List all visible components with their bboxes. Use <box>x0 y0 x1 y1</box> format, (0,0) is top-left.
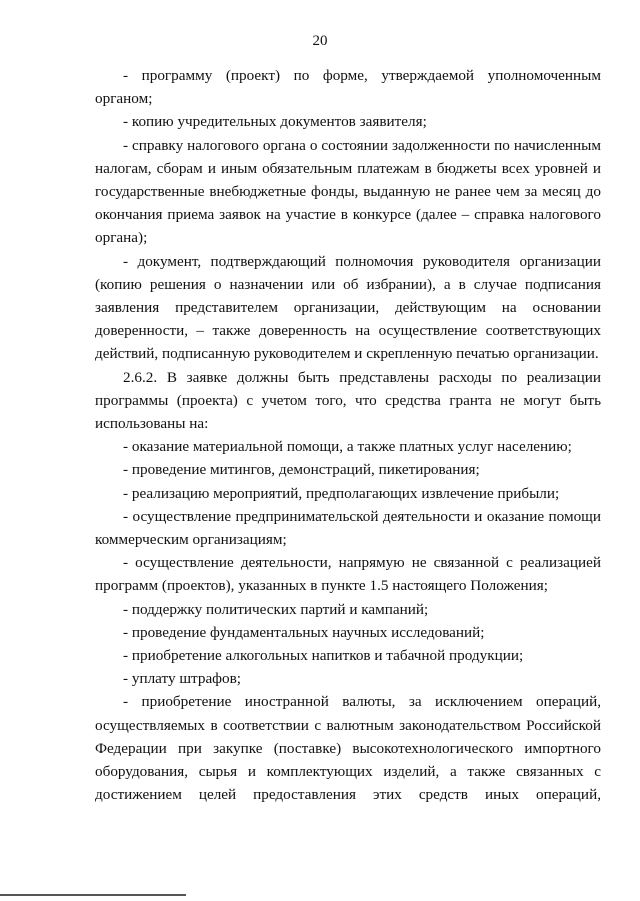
footer-divider <box>0 894 186 896</box>
list-item-political-parties: - поддержку политических партий и кампаний; <box>123 600 429 618</box>
paragraph-section-2-6-2: 2.6.2. В заявке должны быть представлены расходы по реализации программы (проекта) с учетом того, что средства гранта не могут быть использованы на: <box>95 368 601 433</box>
list-item-profit-events: - реализацию мероприятий, предполагающих извлечение прибыли; <box>123 484 560 502</box>
paragraph-authority-document: - документ, подтверждающий полномочия руководителя организации (копию решения о назначении или об избрании), а в случае подписания заявления представителем организации, действующим на основании доверенности, – также доверенность на осуществление соответствующих действий, подписанную руководителем и скрепленную печатью организации. <box>95 252 601 363</box>
paragraph-tax-certificate: - справку налогового органа о состоянии задолженности по начисленным налогам, сборам и иным обязательным платежам в бюджеты всех уровней и государственные внебюджетные фонды, выданную не ранее чем за месяц до окончания приема заявок на участие в конкурсе (далее – справка налогового органа); <box>95 136 601 247</box>
list-item-fines: - уплату штрафов; <box>123 670 242 688</box>
list-item-alcohol-tobacco: - приобретение алкогольных напитков и табачной продукции; <box>123 647 524 665</box>
paragraph-founding-documents: - копию учредительных документов заявителя; <box>123 113 427 131</box>
list-item-unrelated-activity: - осуществление деятельности, напрямую не связанной с реализацией программ (проектов), указанных в пункте 1.5 настоящего Положения; <box>95 554 601 595</box>
list-item-rallies: - проведение митингов, демонстраций, пикетирования; <box>123 461 480 479</box>
paragraph-program-form: - программу (проект) по форме, утверждаемой уполномоченным органом; <box>95 67 601 108</box>
page-number: 20 <box>312 33 328 49</box>
list-item-fundamental-research: - проведение фундаментальных научных исследований; <box>123 623 485 641</box>
list-item-business-activity: - осуществление предпринимательской деятельности и оказание помощи коммерческим организациям; <box>95 507 601 549</box>
document-body <box>95 64 601 807</box>
list-item-foreign-currency: - приобретение иностранной валюты, за исключением операций, осуществляемых в соответствии с валютным законодательством Российской Федерации при закупке (поставке) высокотехнологического импортного оборудования, сырья и комплектующих изделий, а также связанных с достижением целей предоставления этих средств иных операций, <box>95 693 601 804</box>
list-item-material-aid: - оказание материальной помощи, а также платных услуг населению; <box>123 438 572 456</box>
